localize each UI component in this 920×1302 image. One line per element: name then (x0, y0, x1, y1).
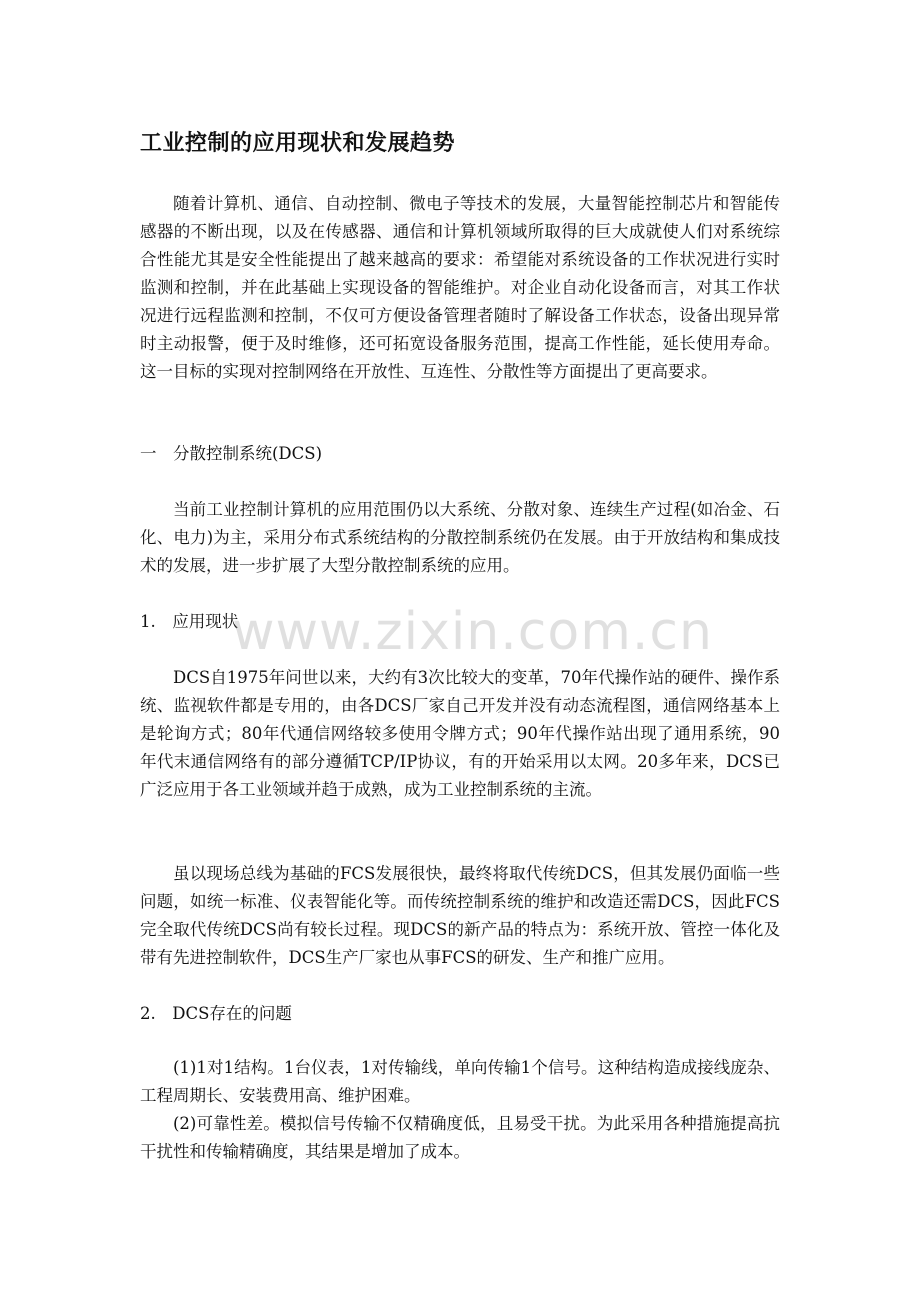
status-paragraph-2: 虽以现场总线为基础的FCS发展很快，最终将取代传统DCS，但其发展仍面临一些问题，如统一标准、仪表智能化等。而传统控制系统的维护和改造还需DCS，因此FCS完全取代传统DCS尚有较长过程。现DCS的新产品的特点为：系统开放、管控一体化及带有先进控制软件，DCS生产厂家也从事FCS的研发、生产和推广应用。 (140, 864, 780, 967)
problem-paragraph-2: (2)可靠性差。模拟信号传输不仅精确度低，且易受干扰。为此采用各种措施提高抗干扰性和传输精确度，其结果是增加了成本。 (140, 1114, 780, 1161)
subsection-heading-status: 1. 应用现状 (140, 612, 239, 631)
status-paragraph-1: DCS自1975年问世以来，大约有3次比较大的变革，70年代操作站的硬件、操作系统、监视软件都是专用的，由各DCS厂家自己开发并没有动态流程图，通信网络基本上是轮询方式；80年代通信网络较多使用令牌方式；90年代操作站出现了通用系统，90年代末通信网络有的部分遵循TCP/IP协议，有的开始采用以太网。20多年来，DCS已广泛应用于各工业领域并趋于成熟，成为工业控制系统的主流。 (140, 668, 780, 799)
section-dcs-paragraph: 当前工业控制计算机的应用范围仍以大系统、分散对象、连续生产过程(如冶金、石化、电力)为主，采用分布式系统结构的分散控制系统仍在发展。由于开放结构和集成技术的发展，进一步扩展了大型分散控制系统的应用。 (140, 500, 780, 575)
page-title: 工业控制的应用现状和发展趋势 (140, 131, 456, 156)
intro-paragraph: 随着计算机、通信、自动控制、微电子等技术的发展，大量智能控制芯片和智能传感器的不断出现，以及在传感器、通信和计算机领域所取得的巨大成就使人们对系统综合性能尤其是安全性能提出了越来越高的要求：希望能对系统设备的工作状况进行实时监测和控制，并在此基础上实现设备的智能维护。对企业自动化设备而言，对其工作状况进行远程监测和控制，不仅可方便设备管理者随时了解设备工作状态，设备出现异常时主动报警，便于及时维修，还可拓宽设备服务范围，提高工作性能，延长使用寿命。这一目标的实现对控制网络在开放性、互连性、分散性等方面提出了更高要求。 (140, 194, 780, 381)
problem-paragraph-1: (1)1对1结构。1台仪表，1对传输线，单向传输1个信号。这种结构造成接线庞杂、工程周期长、安装费用高、维护困难。 (140, 1058, 780, 1105)
watermark-text: www.zixin.com.cn (232, 602, 713, 662)
section-heading-dcs: 一 分散控制系统(DCS) (140, 444, 323, 463)
subsection-heading-problems: 2. DCS存在的问题 (140, 1004, 292, 1023)
